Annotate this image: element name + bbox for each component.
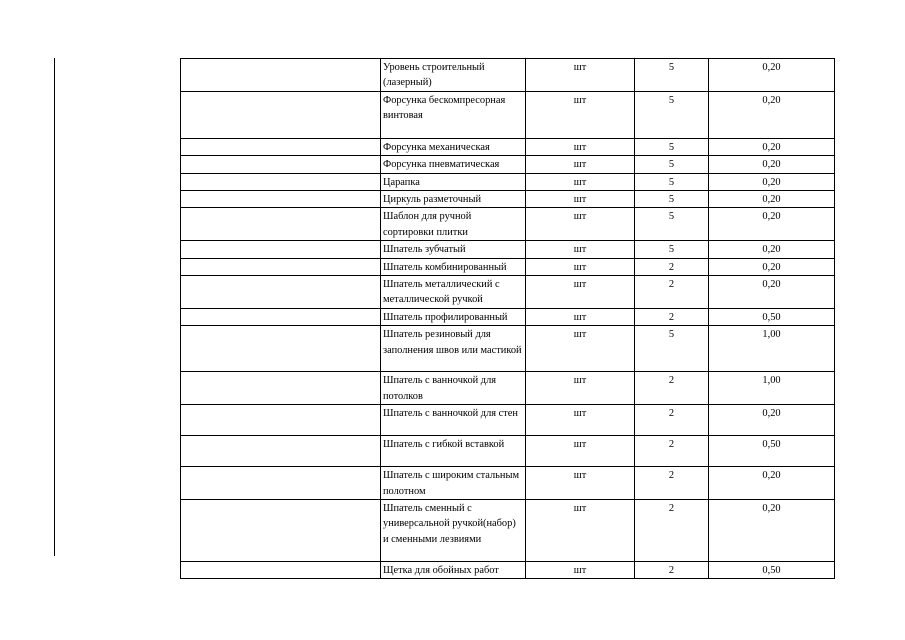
inventory-table — [180, 58, 835, 579]
unit-cell: шт — [526, 59, 635, 92]
value-cell: 0,50 — [709, 436, 835, 467]
value-cell: 0,20 — [709, 173, 835, 190]
quantity-cell: 5 — [635, 208, 709, 241]
value-cell: 0,20 — [709, 499, 835, 561]
row-blank-cell — [181, 241, 381, 258]
item-name-cell: Уровень строительный (лазерный) — [381, 59, 526, 92]
value-cell: 0,20 — [709, 467, 835, 500]
item-name-cell: Шпатель с ванночкой для стен — [381, 405, 526, 436]
quantity-cell: 2 — [635, 436, 709, 467]
table-row — [181, 308, 835, 325]
table-row — [181, 173, 835, 190]
row-blank-cell — [181, 156, 381, 173]
quantity-cell: 2 — [635, 499, 709, 561]
unit-cell: шт — [526, 326, 635, 372]
quantity-cell: 5 — [635, 138, 709, 155]
row-blank-cell — [181, 173, 381, 190]
item-name-cell: Щетка для обойных работ — [381, 561, 526, 578]
quantity-cell: 5 — [635, 191, 709, 208]
row-blank-cell — [181, 258, 381, 275]
quantity-cell: 2 — [635, 372, 709, 405]
row-blank-cell — [181, 561, 381, 578]
unit-cell: шт — [526, 91, 635, 138]
table-row — [181, 405, 835, 436]
quantity-cell: 5 — [635, 241, 709, 258]
unit-cell: шт — [526, 241, 635, 258]
row-blank-cell — [181, 372, 381, 405]
table-row — [181, 276, 835, 309]
table-row — [181, 258, 835, 275]
table-row — [181, 138, 835, 155]
value-cell: 0,20 — [709, 405, 835, 436]
unit-cell: шт — [526, 191, 635, 208]
item-name-cell: Шпатель сменный с универсальной ручкой(набор) и сменными лезвиями — [381, 499, 526, 561]
quantity-cell: 2 — [635, 561, 709, 578]
unit-cell: шт — [526, 308, 635, 325]
item-name-cell: Царапка — [381, 173, 526, 190]
unit-cell: шт — [526, 173, 635, 190]
item-name-cell: Шаблон для ручной сортировки плитки — [381, 208, 526, 241]
unit-cell: шт — [526, 156, 635, 173]
value-cell: 1,00 — [709, 372, 835, 405]
item-name-cell: Циркуль разметочный — [381, 191, 526, 208]
value-cell: 1,00 — [709, 326, 835, 372]
row-blank-cell — [181, 326, 381, 372]
value-cell: 0,20 — [709, 138, 835, 155]
value-cell: 0,20 — [709, 208, 835, 241]
item-name-cell: Форсунка механическая — [381, 138, 526, 155]
item-name-cell: Шпатель комбинированный — [381, 258, 526, 275]
item-name-cell: Шпатель резиновый для заполнения швов или мастикой — [381, 326, 526, 372]
table-row — [181, 241, 835, 258]
item-name-cell: Шпатель с широким стальным полотном — [381, 467, 526, 500]
row-blank-cell — [181, 59, 381, 92]
value-cell: 0,50 — [709, 308, 835, 325]
value-cell: 0,20 — [709, 156, 835, 173]
quantity-cell: 2 — [635, 467, 709, 500]
quantity-cell: 2 — [635, 405, 709, 436]
unit-cell: шт — [526, 258, 635, 275]
item-name-cell: Шпатель металлический с металлической ручкой — [381, 276, 526, 309]
table-row — [181, 191, 835, 208]
value-cell: 0,20 — [709, 241, 835, 258]
row-blank-cell — [181, 308, 381, 325]
item-name-cell: Шпатель профилированный — [381, 308, 526, 325]
unit-cell: шт — [526, 436, 635, 467]
row-blank-cell — [181, 499, 381, 561]
quantity-cell: 5 — [635, 91, 709, 138]
table-row — [181, 499, 835, 561]
unit-cell: шт — [526, 467, 635, 500]
table-row — [181, 208, 835, 241]
unit-cell: шт — [526, 276, 635, 309]
item-name-cell: Шпатель зубчатый — [381, 241, 526, 258]
table-row — [181, 467, 835, 500]
quantity-cell: 2 — [635, 258, 709, 275]
quantity-cell: 5 — [635, 156, 709, 173]
unit-cell: шт — [526, 208, 635, 241]
item-name-cell: Форсунка бескомпресорная винтовая — [381, 91, 526, 138]
quantity-cell: 5 — [635, 59, 709, 92]
table-row — [181, 59, 835, 92]
value-cell: 0,20 — [709, 191, 835, 208]
table-row — [181, 156, 835, 173]
table-row — [181, 372, 835, 405]
row-blank-cell — [181, 191, 381, 208]
row-blank-cell — [181, 405, 381, 436]
page-margin-line — [54, 58, 55, 556]
value-cell: 0,20 — [709, 258, 835, 275]
value-cell: 0,20 — [709, 276, 835, 309]
row-blank-cell — [181, 91, 381, 138]
inventory-table-body — [181, 59, 835, 579]
unit-cell: шт — [526, 561, 635, 578]
row-blank-cell — [181, 276, 381, 309]
item-name-cell: Форсунка пневматическая — [381, 156, 526, 173]
item-name-cell: Шпатель с гибкой вставкой — [381, 436, 526, 467]
value-cell: 0,50 — [709, 561, 835, 578]
unit-cell: шт — [526, 138, 635, 155]
quantity-cell: 2 — [635, 308, 709, 325]
unit-cell: шт — [526, 499, 635, 561]
value-cell: 0,20 — [709, 59, 835, 92]
unit-cell: шт — [526, 372, 635, 405]
quantity-cell: 5 — [635, 173, 709, 190]
item-name-cell: Шпатель с ванночкой для потолков — [381, 372, 526, 405]
value-cell: 0,20 — [709, 91, 835, 138]
quantity-cell: 2 — [635, 276, 709, 309]
row-blank-cell — [181, 138, 381, 155]
quantity-cell: 5 — [635, 326, 709, 372]
table-row — [181, 91, 835, 138]
table-row — [181, 561, 835, 578]
row-blank-cell — [181, 208, 381, 241]
row-blank-cell — [181, 467, 381, 500]
unit-cell: шт — [526, 405, 635, 436]
table-row — [181, 436, 835, 467]
row-blank-cell — [181, 436, 381, 467]
table-row — [181, 326, 835, 372]
